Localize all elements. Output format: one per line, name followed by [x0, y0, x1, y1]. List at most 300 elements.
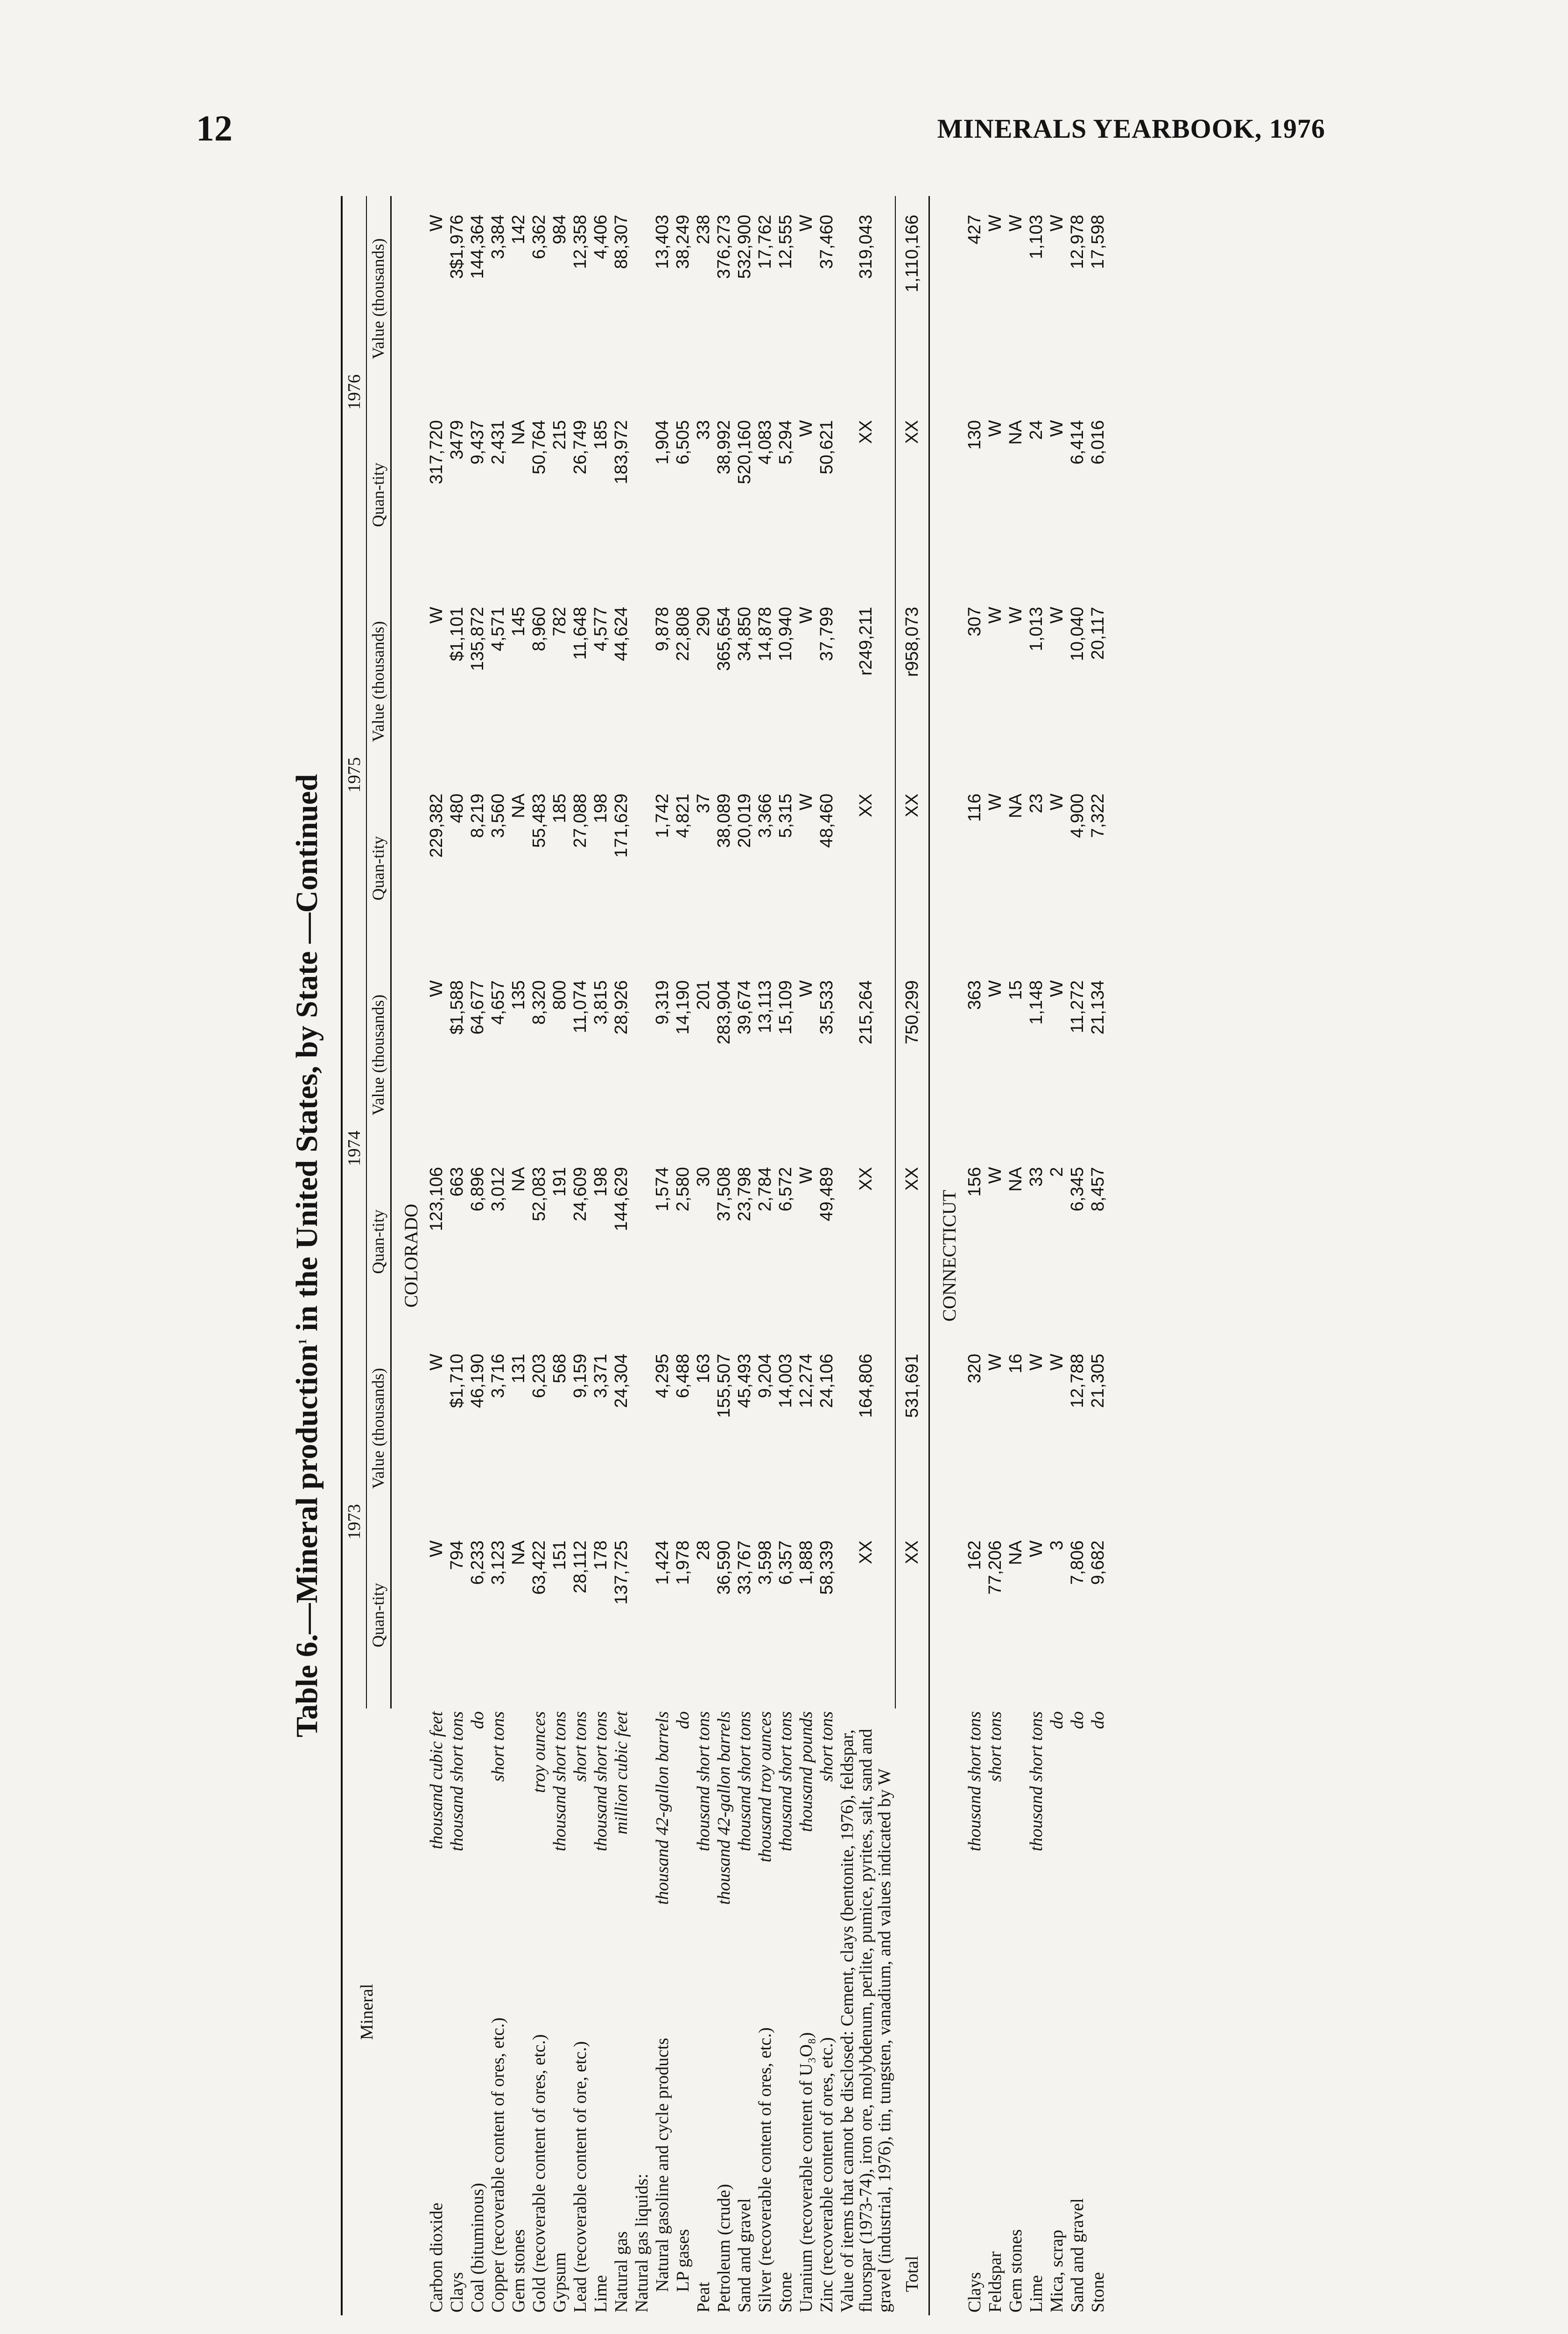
quantity-cell: NA — [508, 420, 528, 445]
value-cell: 34,850 — [734, 607, 754, 661]
mineral-cell — [447, 1708, 467, 2315]
mineral-name: Clays — [447, 2272, 467, 2313]
quantity-cell: 191 — [549, 1167, 570, 1197]
mineral-cell — [611, 1708, 632, 2315]
quantity-cell: 185 — [549, 794, 570, 823]
table-row — [549, 196, 570, 2315]
mineral-name: Natural gas — [611, 2231, 631, 2313]
quantity-cell: 198 — [591, 1167, 611, 1197]
value-cell: 3,371 — [591, 1354, 611, 1399]
value-cell: 800 — [549, 980, 570, 1010]
quantity-cell: 2,431 — [488, 420, 508, 465]
quantity-cell: 317,720 — [426, 420, 446, 485]
value-cell: W — [1006, 607, 1026, 624]
quantity-cell: NA — [508, 1540, 528, 1565]
quantity-cell: 1,904 — [652, 420, 672, 465]
value-cell: 20,117 — [1088, 607, 1108, 660]
mineral-name: Copper (recoverable content of ores, etc.) — [488, 2018, 508, 2313]
mineral-cell — [673, 1708, 693, 2315]
value-cell: 12,978 — [1068, 215, 1088, 269]
value-cell: 3$1,976 — [447, 215, 467, 279]
value-cell: W — [426, 1354, 446, 1371]
mineral-cell — [775, 1708, 796, 2315]
rotated-table-block — [289, 196, 1466, 2315]
value-cell: 15 — [1006, 980, 1026, 1000]
value-header: Value (thousands) — [366, 196, 391, 401]
quantity-cell: 480 — [447, 794, 467, 823]
quantity-cell: NA — [1006, 1540, 1026, 1565]
unit-label: thousand short tons — [775, 1711, 795, 1851]
value-cell: 16 — [1006, 1354, 1026, 1374]
mineral-cell — [816, 1708, 837, 2315]
quantity-cell: 58,339 — [816, 1540, 837, 1595]
value-cell: 21,134 — [1088, 980, 1108, 1035]
quantity-cell: 4,083 — [755, 420, 775, 465]
value-cell: 6,362 — [529, 215, 549, 260]
mineral-name: Sand and gravel — [734, 2198, 754, 2313]
mineral-name: Peat — [693, 2282, 713, 2313]
unit-label: do — [467, 1711, 487, 1729]
value-cell: 12,555 — [775, 215, 795, 269]
unit-label: troy ounces — [529, 1711, 549, 1793]
quantity-cell: 7,806 — [1068, 1540, 1088, 1585]
quantity-cell: W — [796, 1167, 816, 1184]
quantity-cell: 2 — [1047, 1167, 1067, 1177]
value-cell: 201 — [693, 980, 713, 1010]
value-cell: 238 — [693, 215, 713, 245]
quantity-cell: XX — [856, 794, 876, 817]
quantity-cell: 8,219 — [467, 794, 487, 838]
quantity-cell: 37,508 — [714, 1167, 734, 1222]
quantity-cell: 30 — [693, 1167, 713, 1187]
value-cell: 215,264 — [856, 980, 876, 1045]
value-cell: 10,040 — [1068, 607, 1088, 661]
unit-label: short tons — [816, 1711, 837, 1782]
value-cell: 376,273 — [714, 215, 734, 279]
quantity-cell: 37 — [693, 794, 713, 814]
quantity-cell: W — [796, 420, 816, 437]
year-header: 1976 — [342, 196, 366, 588]
quantity-cell: 3,012 — [488, 1167, 508, 1212]
unit-label: short tons — [570, 1711, 590, 1782]
value-cell: 37,799 — [816, 607, 837, 661]
table-row — [964, 196, 985, 2315]
mineral-name: Sand and gravel — [1068, 2198, 1088, 2313]
table-title: Table 6.—Mineral production$^1$ in the United States, by State —Continued — [290, 774, 324, 1737]
quantity-cell: 6,357 — [775, 1540, 795, 1585]
value-cell: W — [985, 1354, 1005, 1371]
value-cell: 45,493 — [734, 1354, 754, 1408]
quantity-cell: 49,489 — [816, 1167, 837, 1222]
unit-label: short tons — [488, 1711, 508, 1782]
unit-label: do — [1047, 1711, 1067, 1729]
mineral-name: Gem stones — [1006, 2229, 1026, 2313]
unit-label: thousand troy ounces — [755, 1711, 775, 1863]
value-cell: 9,204 — [755, 1354, 775, 1399]
table-row — [837, 196, 896, 2315]
value-cell: 6,203 — [529, 1354, 549, 1399]
value-cell: 164,806 — [856, 1354, 876, 1418]
mineral-production-table — [341, 196, 1108, 2315]
quantity-cell: 26,749 — [570, 420, 590, 475]
quantity-cell: 663 — [447, 1167, 467, 1197]
value-cell: 39,674 — [734, 980, 754, 1035]
value-cell: 9,319 — [652, 980, 672, 1025]
value-cell: 532,900 — [734, 215, 754, 279]
value-cell: 427 — [965, 215, 985, 245]
quantity-cell: 9,437 — [467, 420, 487, 465]
value-cell: 12,788 — [1068, 1354, 1088, 1408]
value-cell: W — [1006, 215, 1026, 232]
mineral-name: Gem stones — [508, 2229, 528, 2313]
value-cell: 12,274 — [796, 1354, 816, 1408]
value-cell: 46,190 — [467, 1354, 487, 1408]
quantity-cell: 24,609 — [570, 1167, 590, 1222]
quantity-cell: 137,725 — [611, 1540, 631, 1605]
mineral-cell — [529, 1708, 549, 2315]
value-cell: 44,624 — [611, 607, 631, 661]
mineral-name: Gold (recoverable content of ores, etc.) — [529, 2034, 549, 2313]
quantity-cell: W — [796, 794, 816, 810]
mineral-cell — [1067, 1708, 1088, 2315]
value-cell: W — [426, 607, 446, 624]
quantity-cell: 52,083 — [529, 1167, 549, 1222]
value-cell: 4,295 — [652, 1354, 672, 1399]
quantity-cell: 55,483 — [529, 794, 549, 848]
table-row — [570, 196, 591, 2315]
mineral-name: Feldspar — [985, 2251, 1005, 2313]
mineral-cell — [796, 1708, 816, 2315]
quantity-cell: 9,682 — [1088, 1540, 1108, 1585]
quantity-cell: 2,784 — [755, 1167, 775, 1212]
unit-label: do — [1088, 1711, 1108, 1729]
value-cell: 9,159 — [570, 1354, 590, 1399]
quantity-cell: 28,112 — [570, 1540, 590, 1594]
quantity-cell: 23,798 — [734, 1167, 754, 1222]
quantity-cell: 116 — [965, 794, 985, 822]
value-cell: 14,878 — [755, 607, 775, 661]
quantity-cell: 794 — [447, 1540, 467, 1570]
table-row — [1047, 196, 1067, 2315]
table-row — [447, 196, 467, 2315]
table-row — [1088, 196, 1108, 2315]
quantity-cell: W — [985, 1167, 1005, 1184]
quantity-cell: 198 — [591, 794, 611, 823]
value-cell: W — [1047, 607, 1067, 624]
mineral-name: Gypsum — [549, 2252, 570, 2313]
table-row — [714, 196, 734, 2315]
quantity-header: Quan-tity — [366, 1148, 391, 1335]
table-row — [467, 196, 488, 2315]
value-cell: 155,507 — [714, 1354, 734, 1418]
quantity-cell: 1,424 — [652, 1540, 672, 1585]
mineral-name: Lime — [1027, 2275, 1047, 2313]
mineral-name: Zinc (recoverable content of ores, etc.) — [816, 2037, 837, 2313]
quantity-cell: 6,414 — [1068, 420, 1088, 465]
mineral-name: Mica, scrap — [1047, 2229, 1067, 2313]
table-row — [1005, 196, 1026, 2315]
quantity-cell: 6,233 — [467, 1540, 487, 1585]
quantity-cell: 63,422 — [529, 1540, 549, 1595]
table-row — [652, 196, 673, 2315]
mineral-name: Stone — [775, 2272, 795, 2313]
value-cell: W — [426, 980, 446, 997]
value-cell: 8,960 — [529, 607, 549, 652]
mineral-cell — [755, 1708, 775, 2315]
unit-label: thousand short tons — [965, 1711, 985, 1851]
value-cell: 3,384 — [488, 215, 508, 260]
mineral-cell — [1005, 1708, 1026, 2315]
quantity-cell: 151 — [549, 1540, 570, 1570]
quantity-cell: 171,629 — [611, 794, 631, 858]
value-cell — [632, 1335, 652, 1522]
unit-label: thousand short tons — [447, 1711, 467, 1851]
quantity-cell: W — [985, 794, 1005, 810]
mineral-cell — [714, 1708, 734, 2315]
value-cell: 135 — [508, 980, 528, 1010]
table-row — [734, 196, 755, 2315]
state-section-heading — [391, 196, 426, 2315]
value-cell: 9,878 — [652, 607, 672, 652]
value-cell: 4,657 — [488, 980, 508, 1025]
value-cell: 1,013 — [1027, 607, 1047, 652]
value-cell: 4,577 — [591, 607, 611, 652]
value-cell: W — [985, 980, 1005, 997]
value-cell: 307 — [965, 607, 985, 637]
table-row — [529, 196, 549, 2315]
table-row — [508, 196, 529, 2315]
quantity-cell: 20,019 — [734, 794, 754, 848]
table-body — [391, 196, 1108, 2315]
value-cell: 22,808 — [673, 607, 693, 661]
mineral-cell — [549, 1708, 570, 2315]
value-cell: 14,003 — [775, 1354, 795, 1408]
mineral-cell — [467, 1708, 488, 2315]
value-cell: W — [796, 607, 816, 624]
quantity-cell: 520,160 — [734, 420, 754, 485]
value-cell: 13,113 — [755, 980, 775, 1033]
value-cell: 38,249 — [673, 215, 693, 269]
value-cell: 64,677 — [467, 980, 487, 1035]
quantity-cell: 24 — [1027, 420, 1047, 440]
quantity-cell: XX — [856, 420, 876, 444]
mineral-cell — [570, 1708, 591, 2315]
value-cell: 28,926 — [611, 980, 631, 1035]
quantity-cell: 6,896 — [467, 1167, 487, 1212]
mineral-cell — [488, 1708, 508, 2315]
mineral-cell — [985, 1708, 1005, 2315]
mineral-column-header: Mineral — [357, 1983, 377, 2040]
quantity-cell: 183,972 — [611, 420, 631, 485]
unit-label: thousand short tons — [693, 1711, 713, 1851]
mineral-cell — [632, 1708, 652, 2315]
total-value-cell: 531,691 — [895, 1335, 929, 1522]
mineral-name: LP gases — [673, 2229, 693, 2292]
value-cell: 4,406 — [591, 215, 611, 260]
quantity-cell: 7,322 — [1088, 794, 1108, 838]
running-head: MINERALS YEARBOOK, 1976 — [937, 113, 1325, 144]
total-quantity-cell: XX — [895, 775, 929, 962]
value-cell: 984 — [549, 215, 570, 245]
value-cell: 568 — [549, 1354, 570, 1384]
quantity-cell — [632, 401, 652, 588]
value-cell: 8,320 — [529, 980, 549, 1025]
unit-label: thousand 42-gallon barrels — [714, 1711, 734, 1905]
value-cell: W — [1047, 215, 1067, 232]
value-cell: W — [796, 215, 816, 232]
quantity-cell — [632, 775, 652, 962]
total-value-cell: 1,110,166 — [895, 196, 929, 401]
mineral-name: Natural gas liquids: — [632, 2173, 652, 2313]
quantity-cell: XX — [856, 1540, 876, 1564]
table-row — [488, 196, 508, 2315]
quantity-cell: 162 — [965, 1540, 985, 1570]
quantity-header: Quan-tity — [366, 1522, 391, 1708]
value-cell: W — [985, 215, 1005, 232]
mineral-cell — [1026, 1708, 1047, 2315]
mineral-name: Silver (recoverable content of ores, etc.) — [755, 2027, 775, 2313]
table-row — [693, 196, 714, 2315]
value-cell: 365,654 — [714, 607, 734, 671]
value-cell: r249,211 — [856, 607, 876, 676]
value-cell: 37,460 — [816, 215, 837, 269]
value-cell: 290 — [693, 607, 713, 637]
table-row — [611, 196, 632, 2315]
value-header: Value (thousands) — [366, 588, 391, 775]
mineral-cell — [426, 1708, 447, 2315]
mineral-name: Natural gasoline and cycle products — [652, 2038, 672, 2292]
quantity-cell: 3,598 — [755, 1540, 775, 1585]
mineral-cell — [964, 1708, 985, 2315]
quantity-cell: 123,106 — [426, 1167, 446, 1231]
table-row — [985, 196, 1005, 2315]
value-cell: 135,872 — [467, 607, 487, 671]
table-row — [426, 196, 447, 2315]
value-cell: 1,103 — [1027, 215, 1047, 260]
unit-label: thousand 42-gallon barrels — [652, 1711, 672, 1905]
quantity-cell: 3479 — [447, 420, 467, 460]
quantity-cell: 50,764 — [529, 420, 549, 475]
value-cell — [632, 196, 652, 401]
value-cell: 131 — [508, 1354, 528, 1384]
quantity-cell: W — [1047, 420, 1067, 437]
unit-label: short tons — [985, 1711, 1005, 1782]
value-cell: 21,305 — [1088, 1354, 1108, 1408]
value-cell: 17,762 — [755, 215, 775, 269]
quantity-cell: NA — [1006, 1167, 1026, 1192]
quantity-cell: 144,629 — [611, 1167, 631, 1231]
quantity-cell: 3,123 — [488, 1540, 508, 1585]
mineral-cell — [591, 1708, 611, 2315]
mineral-cell — [652, 1708, 673, 2315]
quantity-cell: 3,560 — [488, 794, 508, 838]
mineral-name: Value of items that cannot be disclosed: Cement, clays (bentonite, 1976), feldspar, fluorspar (1973-74), iron ore, molybdenum, perlite, pumice, pyrites, salt, sand and gravel (industrial, 1976), tin, tungsten, vanadium, and values indicated by W — [837, 1729, 894, 2313]
quantity-cell: 3,366 — [755, 794, 775, 838]
quantity-cell: 33 — [693, 420, 713, 440]
value-cell: W — [985, 607, 1005, 624]
quantity-header: Quan-tity — [366, 775, 391, 962]
quantity-cell: 1,574 — [652, 1167, 672, 1212]
quantity-cell: 229,382 — [426, 794, 446, 858]
value-cell: 35,533 — [816, 980, 837, 1035]
value-cell: W — [426, 215, 446, 232]
quantity-cell: 1,888 — [796, 1540, 816, 1585]
table-row — [1067, 196, 1088, 2315]
quantity-cell: NA — [1006, 794, 1026, 818]
mineral-cell — [1047, 1708, 1067, 2315]
quantity-cell: 215 — [549, 420, 570, 450]
value-cell: 15,109 — [775, 980, 795, 1035]
value-cell: 320 — [965, 1354, 985, 1384]
year-header: 1974 — [342, 962, 366, 1335]
value-cell: 11,648 — [570, 607, 590, 660]
value-cell: 6,488 — [673, 1354, 693, 1399]
value-cell: 11,272 — [1068, 980, 1088, 1033]
quantity-cell: 156 — [965, 1167, 985, 1197]
table-row — [673, 196, 693, 2315]
unit-label: million cubic feet — [611, 1711, 631, 1835]
quantity-cell: 5,315 — [775, 794, 795, 838]
total-row — [895, 196, 929, 2315]
mineral-name: Carbon dioxide — [426, 2202, 446, 2313]
value-cell: 1,148 — [1027, 980, 1047, 1025]
quantity-cell: 48,460 — [816, 794, 837, 848]
table-row — [775, 196, 796, 2315]
value-cell: 11,074 — [570, 980, 590, 1033]
quantity-cell: 33 — [1027, 1167, 1047, 1187]
unit-label: thousand short tons — [591, 1711, 611, 1851]
value-cell: 14,190 — [673, 980, 693, 1035]
unit-label: do — [673, 1711, 693, 1729]
total-quantity-cell: XX — [895, 1148, 929, 1335]
value-cell: 24,106 — [816, 1354, 837, 1408]
total-value-cell: r958,073 — [895, 588, 929, 775]
year-header: 1973 — [342, 1335, 366, 1708]
mineral-cell — [693, 1708, 714, 2315]
quantity-cell: W — [1027, 1540, 1047, 1557]
total-quantity-cell: XX — [895, 1522, 929, 1708]
quantity-cell: 3 — [1047, 1540, 1067, 1551]
page-header — [196, 107, 1325, 163]
quantity-cell: 5,294 — [775, 420, 795, 465]
value-cell: W — [1047, 980, 1067, 997]
table-row — [755, 196, 775, 2315]
mineral-cell — [508, 1708, 529, 2315]
value-cell: W — [796, 980, 816, 997]
unit-label: thousand short tons — [1027, 1711, 1047, 1851]
mineral-cell — [734, 1708, 755, 2315]
quantity-cell: 28 — [693, 1540, 713, 1561]
quantity-cell: NA — [508, 1167, 528, 1192]
value-cell: 163 — [693, 1354, 713, 1384]
year-header-row — [342, 196, 366, 2315]
quantity-cell: W — [426, 1540, 446, 1557]
mineral-name: Clays — [965, 2272, 985, 2313]
mineral-name: Petroleum (crude) — [714, 2184, 734, 2313]
quantity-cell: 1,742 — [652, 794, 672, 838]
quantity-cell: 6,505 — [673, 420, 693, 465]
quantity-cell: 50,621 — [816, 420, 837, 475]
value-cell: 363 — [965, 980, 985, 1010]
unit-label: thousand cubic feet — [426, 1711, 446, 1849]
table-row — [1026, 196, 1047, 2315]
quantity-cell — [632, 1148, 652, 1335]
value-cell: 782 — [549, 607, 570, 637]
total-value-cell: 750,299 — [895, 962, 929, 1148]
value-cell: 3,815 — [591, 980, 611, 1025]
table-row — [816, 196, 837, 2315]
value-cell: $1,101 — [447, 607, 467, 661]
